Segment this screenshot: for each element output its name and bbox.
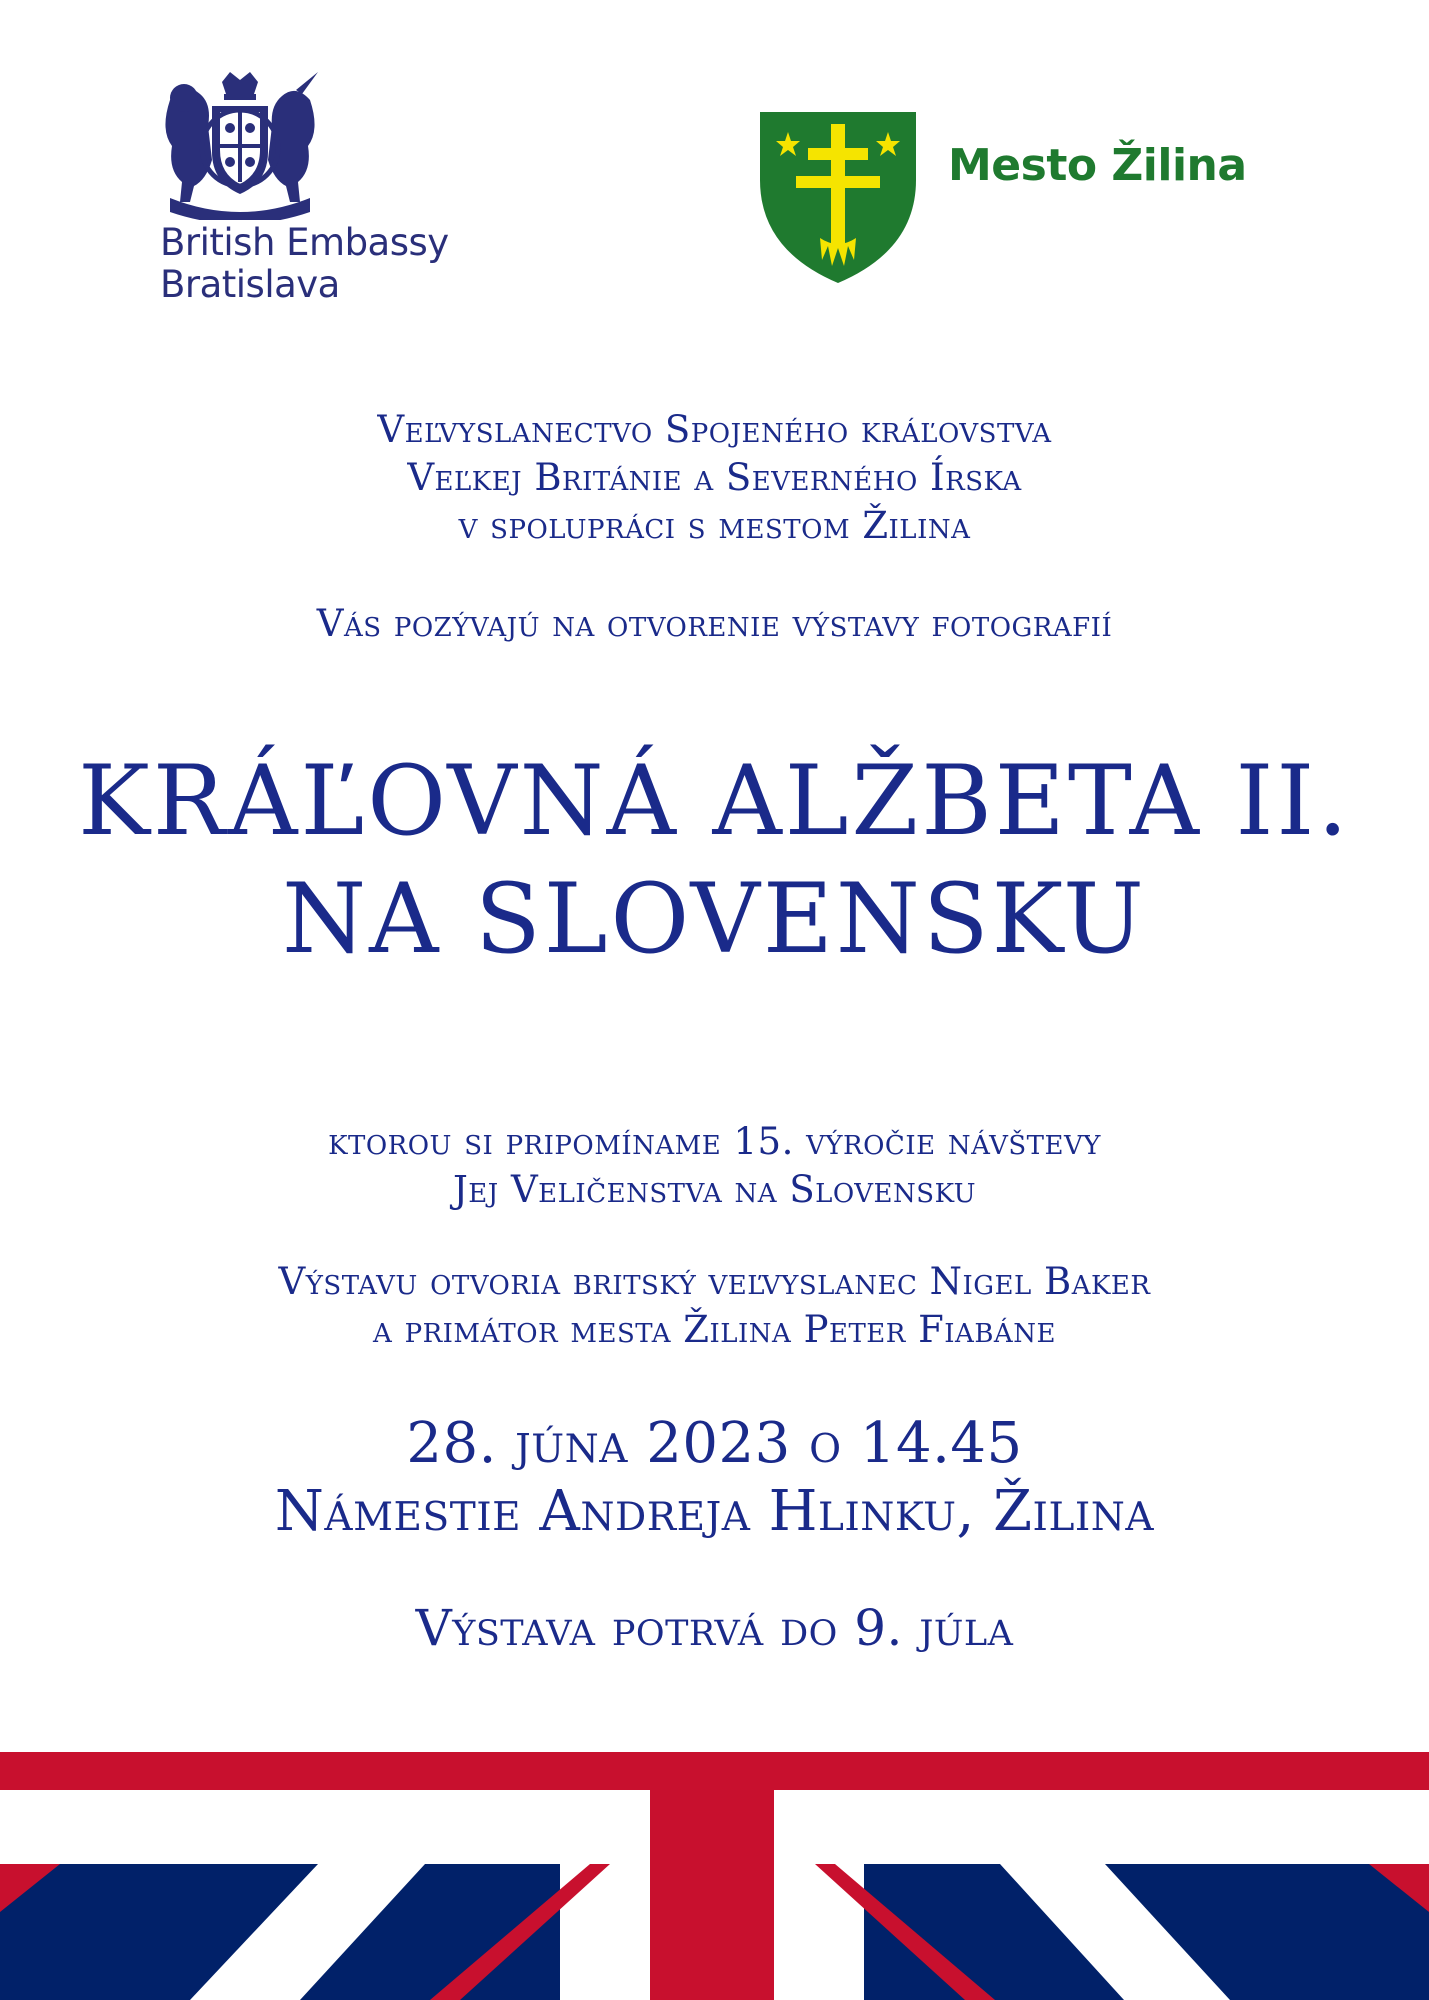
intro-line3: v spolupráci s mestom Žilina (458, 504, 971, 547)
event-place: Námestie Andreja Hlinku, Žilina (274, 1479, 1155, 1544)
mesto-zilina-logo (758, 110, 1278, 290)
intro-line1: Veľvyslanectvo Spojeného kráľovstva (377, 408, 1052, 451)
occasion-line1: ktorou si pripomíname 15. výročie návštevy (328, 1120, 1101, 1163)
openers-text (0, 1258, 1429, 1354)
occasion-text (0, 1118, 1429, 1214)
exhibition-duration: Výstava potrvá do 9. júla (415, 1599, 1014, 1657)
union-jack-flag-icon (0, 1752, 1429, 2000)
embassy-name-line1: British Embassy (160, 221, 449, 264)
title-line1: KRÁĽOVNÁ ALŽBETA II. (78, 745, 1351, 857)
embassy-name-line2: Bratislava (160, 263, 340, 306)
event-details (0, 1410, 1429, 1546)
openers-line1: Výstavu otvoria britský veľvyslanec Nigel Baker (278, 1260, 1151, 1303)
royal-coat-of-arms-icon (150, 70, 330, 220)
city-name: Mesto Žilina (948, 140, 1247, 191)
exhibition-title (0, 742, 1429, 978)
zilina-coat-of-arms-icon (758, 110, 918, 285)
openers-line2: a primátor mesta Žilina Peter Fiabáne (373, 1308, 1056, 1351)
intro-line2: Veľkej Británie a Severného Írska (407, 456, 1022, 499)
british-embassy-logo (150, 70, 490, 310)
embassy-name (160, 222, 449, 306)
event-datetime: 28. júna 2023 o 14.45 (406, 1411, 1023, 1476)
occasion-line2: Jej Veličenstva na Slovensku (452, 1168, 977, 1211)
intro-text (0, 406, 1429, 550)
invite-text: Vás pozývajú na otvorenie výstavy fotografií (316, 602, 1113, 645)
title-line2: NA SLOVENSKU (282, 863, 1147, 975)
